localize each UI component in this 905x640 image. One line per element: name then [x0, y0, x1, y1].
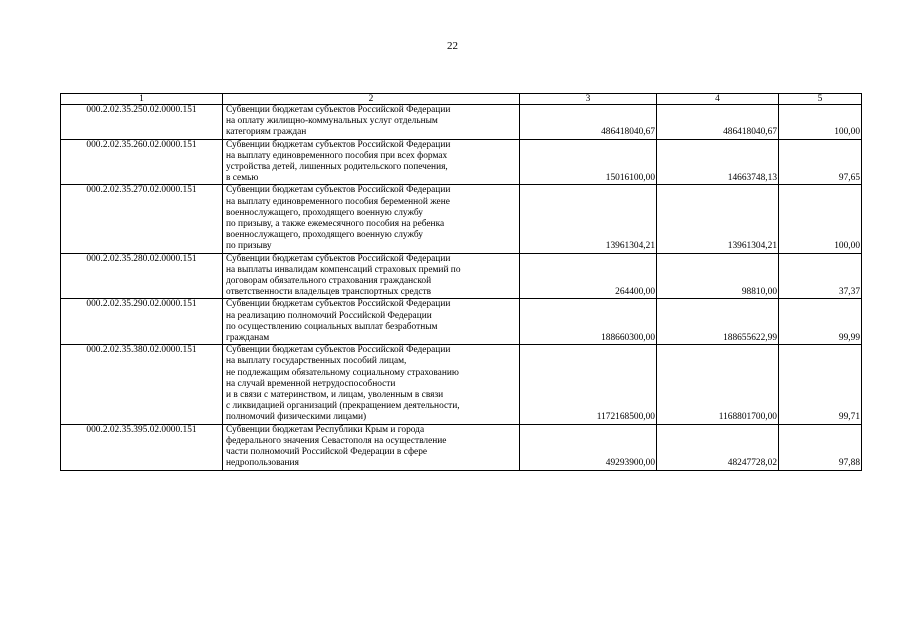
- description-line: Субвенции бюджетам субъектов Российской Федерации: [226, 299, 451, 310]
- column-number-row: [61, 94, 862, 105]
- table-row: [61, 299, 862, 345]
- execution-percent: 97,88: [779, 424, 862, 470]
- column-number-2: 2: [223, 94, 520, 105]
- description-line: Субвенции бюджетам субъектов Российской Федерации: [226, 105, 451, 115]
- description-line: категориям граждан: [226, 127, 307, 138]
- execution-percent: 37,37: [779, 253, 862, 299]
- description-line: на выплаты инвалидам компенсаций страховых премий по: [226, 264, 461, 275]
- description-line: на случай временной нетрудоспособности: [226, 378, 396, 389]
- table-row: [61, 185, 862, 253]
- description-line: договорам обязательного страхования гражданской: [226, 276, 432, 287]
- planned-amount: 188660300,00: [520, 299, 657, 345]
- description-line: Субвенции бюджетам субъектов Российской Федерации: [226, 185, 451, 196]
- planned-amount: 49293900,00: [520, 424, 657, 470]
- description-line: Субвенции бюджетам Республики Крым и города: [226, 424, 425, 435]
- description: [223, 299, 520, 345]
- page-number: 22: [447, 40, 458, 52]
- description: [223, 253, 520, 299]
- actual-amount: 48247728,02: [657, 424, 779, 470]
- description: [223, 185, 520, 253]
- description-line: Субвенции бюджетам субъектов Российской Федерации: [226, 253, 451, 264]
- description-line: части полномочий Российской Федерации в сфере: [226, 447, 428, 458]
- budget-code: 000.2.02.35.290.02.0000.151: [61, 299, 223, 345]
- description-line: на выплату государственных пособий лицам,: [226, 356, 407, 367]
- description-line: устройства детей, лишенных родительского попечения,: [226, 162, 448, 173]
- execution-percent: 97,65: [779, 139, 862, 185]
- column-number-1: 1: [61, 94, 223, 105]
- table-row: [61, 139, 862, 185]
- budget-code: 000.2.02.35.260.02.0000.151: [61, 139, 223, 185]
- description-line: ответственности владельцев транспортных средств: [226, 287, 432, 298]
- planned-amount: 1172168500,00: [520, 345, 657, 424]
- table-row: [61, 105, 862, 140]
- description-line: федерального значения Севастополя на осуществление: [226, 435, 447, 446]
- description-line: полномочий физическими лицами): [226, 412, 367, 423]
- description-line: военнослужащего, проходящего военную службу: [226, 230, 423, 241]
- budget-code: 000.2.02.35.395.02.0000.151: [61, 424, 223, 470]
- budget-code: 000.2.02.35.280.02.0000.151: [61, 253, 223, 299]
- actual-amount: 188655622,99: [657, 299, 779, 345]
- budget-code: 000.2.02.35.270.02.0000.151: [61, 185, 223, 253]
- actual-amount: 14663748,13: [657, 139, 779, 185]
- column-number-5: 5: [779, 94, 862, 105]
- execution-percent: 100,00: [779, 185, 862, 253]
- description-line: Субвенции бюджетам субъектов Российской Федерации: [226, 139, 451, 150]
- budget-code: 000.2.02.35.250.02.0000.151: [61, 105, 223, 140]
- description-line: по призыву, а также ежемесячного пособия на ребенка: [226, 219, 445, 230]
- actual-amount: 98810,00: [657, 253, 779, 299]
- description-line: гражданам: [226, 333, 270, 344]
- description-line: в семью: [226, 173, 259, 184]
- planned-amount: 264400,00: [520, 253, 657, 299]
- description-line: не подлежащим обязательному социальному страхованию: [226, 367, 459, 378]
- budget-table: [60, 93, 862, 471]
- budget-code: 000.2.02.35.380.02.0000.151: [61, 345, 223, 424]
- description-line: с ликвидацией организаций (прекращением деятельности,: [226, 401, 460, 412]
- description-line: недропользования: [226, 458, 299, 469]
- execution-percent: 99,71: [779, 345, 862, 424]
- table-row: [61, 253, 862, 299]
- description: [223, 424, 520, 470]
- description: [223, 139, 520, 185]
- planned-amount: 13961304,21: [520, 185, 657, 253]
- description-line: Субвенции бюджетам субъектов Российской Федерации: [226, 345, 451, 356]
- execution-percent: 100,00: [779, 105, 862, 140]
- description-line: на реализацию полномочий Российской Федерации: [226, 310, 432, 321]
- actual-amount: 486418040,67: [657, 105, 779, 140]
- column-number-4: 4: [657, 94, 779, 105]
- description: [223, 345, 520, 424]
- planned-amount: 486418040,67: [520, 105, 657, 140]
- description-line: и в связи с материнством, и лицам, уволенным в связи: [226, 390, 444, 401]
- description: [223, 105, 520, 140]
- table-row: [61, 424, 862, 470]
- description-line: по осуществлению социальных выплат безработным: [226, 321, 438, 332]
- description-line: на выплату единовременного пособия при всех формах: [226, 150, 448, 161]
- actual-amount: 13961304,21: [657, 185, 779, 253]
- actual-amount: 1168801700,00: [657, 345, 779, 424]
- execution-percent: 99,99: [779, 299, 862, 345]
- description-line: на оплату жилищно-коммунальных услуг отдельным: [226, 116, 438, 127]
- column-number-3: 3: [520, 94, 657, 105]
- description-line: военнослужащего, проходящего военную службу: [226, 207, 423, 218]
- planned-amount: 15016100,00: [520, 139, 657, 185]
- table-row: [61, 345, 862, 424]
- description-line: на выплату единовременного пособия беременной жене: [226, 196, 450, 207]
- description-line: по призыву: [226, 241, 272, 252]
